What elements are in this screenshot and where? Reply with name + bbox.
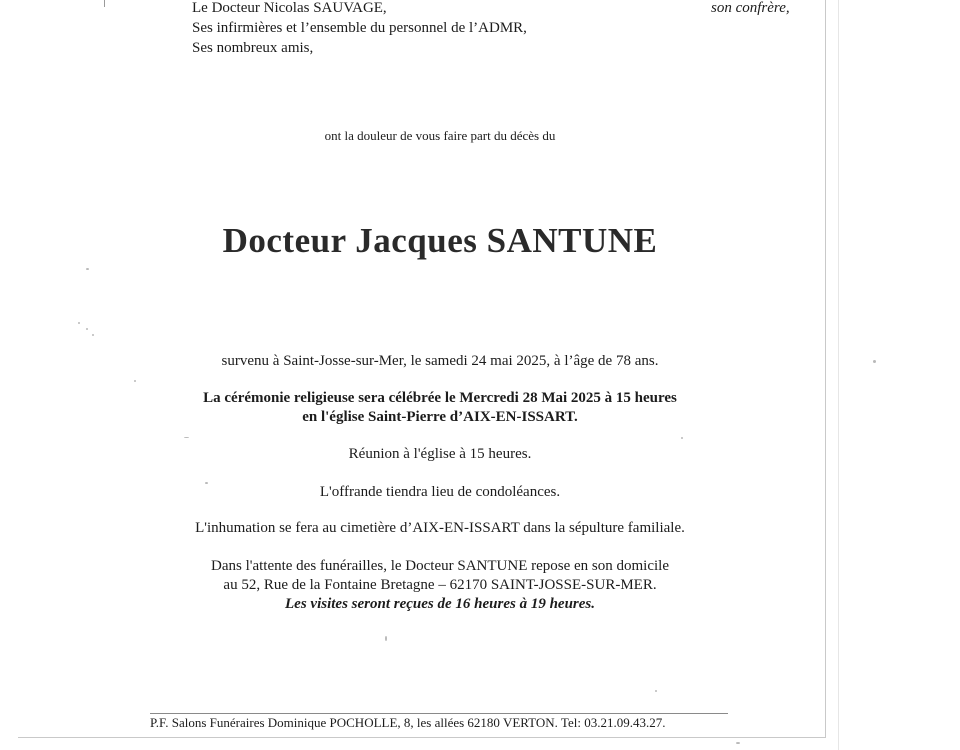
wake-line-2: au 52, Rue de la Fontaine Bretagne – 62170 SAINT-JOSSE-SUR-MER.	[223, 577, 657, 593]
scan-speck	[134, 380, 136, 382]
death-details: survenu à Saint-Josse-sur-Mer, le samedi 24 mai 2025, à l’âge de 78 ans.	[221, 353, 659, 369]
family-line: Ses infirmières et l’ensemble du personnel de l’ADMR,	[192, 20, 527, 36]
scan-speck	[736, 742, 740, 744]
funeral-home-footer: P.F. Salons Funéraires Dominique POCHOLLE, 8, les allées 62180 VERTON. Tel: 03.21.09.43.27.	[150, 715, 666, 730]
scan-edge	[838, 0, 839, 750]
scan-speck	[655, 690, 657, 692]
wake-line-1: Dans l'attente des funérailles, le Docteur SANTUNE repose en son domicile	[211, 558, 669, 574]
visiting-hours: Les visites seront reçues de 16 heures à 19 heures.	[285, 596, 595, 612]
burial-info: L'inhumation se fera au cimetière d’AIX-EN-ISSART dans la sépulture familiale.	[195, 520, 685, 536]
scan-speck	[78, 322, 80, 324]
scan-speck	[92, 334, 94, 336]
ceremony-line-2: en l'église Saint-Pierre d’AIX-EN-ISSART.	[302, 409, 578, 425]
family-role: son confrère,	[711, 0, 790, 16]
scan-mark	[104, 0, 105, 7]
scan-speck	[873, 360, 876, 363]
family-line: Ses nombreux amis,	[192, 40, 314, 56]
scan-speck	[681, 437, 683, 439]
announcement: ont la douleur de vous faire part du décès du	[324, 128, 556, 143]
family-line: Le Docteur Nicolas SAUVAGE,	[192, 0, 387, 16]
ceremony-line-1: La cérémonie religieuse sera célébrée le Mercredi 28 Mai 2025 à 15 heures	[203, 390, 677, 406]
scan-speck	[184, 437, 189, 438]
scan-speck	[86, 328, 88, 330]
meeting-info: Réunion à l'église à 15 heures.	[348, 446, 532, 462]
deceased-name: Docteur Jacques SANTUNE	[222, 221, 658, 260]
scan-speck	[385, 636, 387, 641]
scan-speck	[86, 268, 89, 270]
family-list	[192, 0, 527, 58]
offering-info: L'offrande tiendra lieu de condoléances.	[319, 484, 561, 500]
